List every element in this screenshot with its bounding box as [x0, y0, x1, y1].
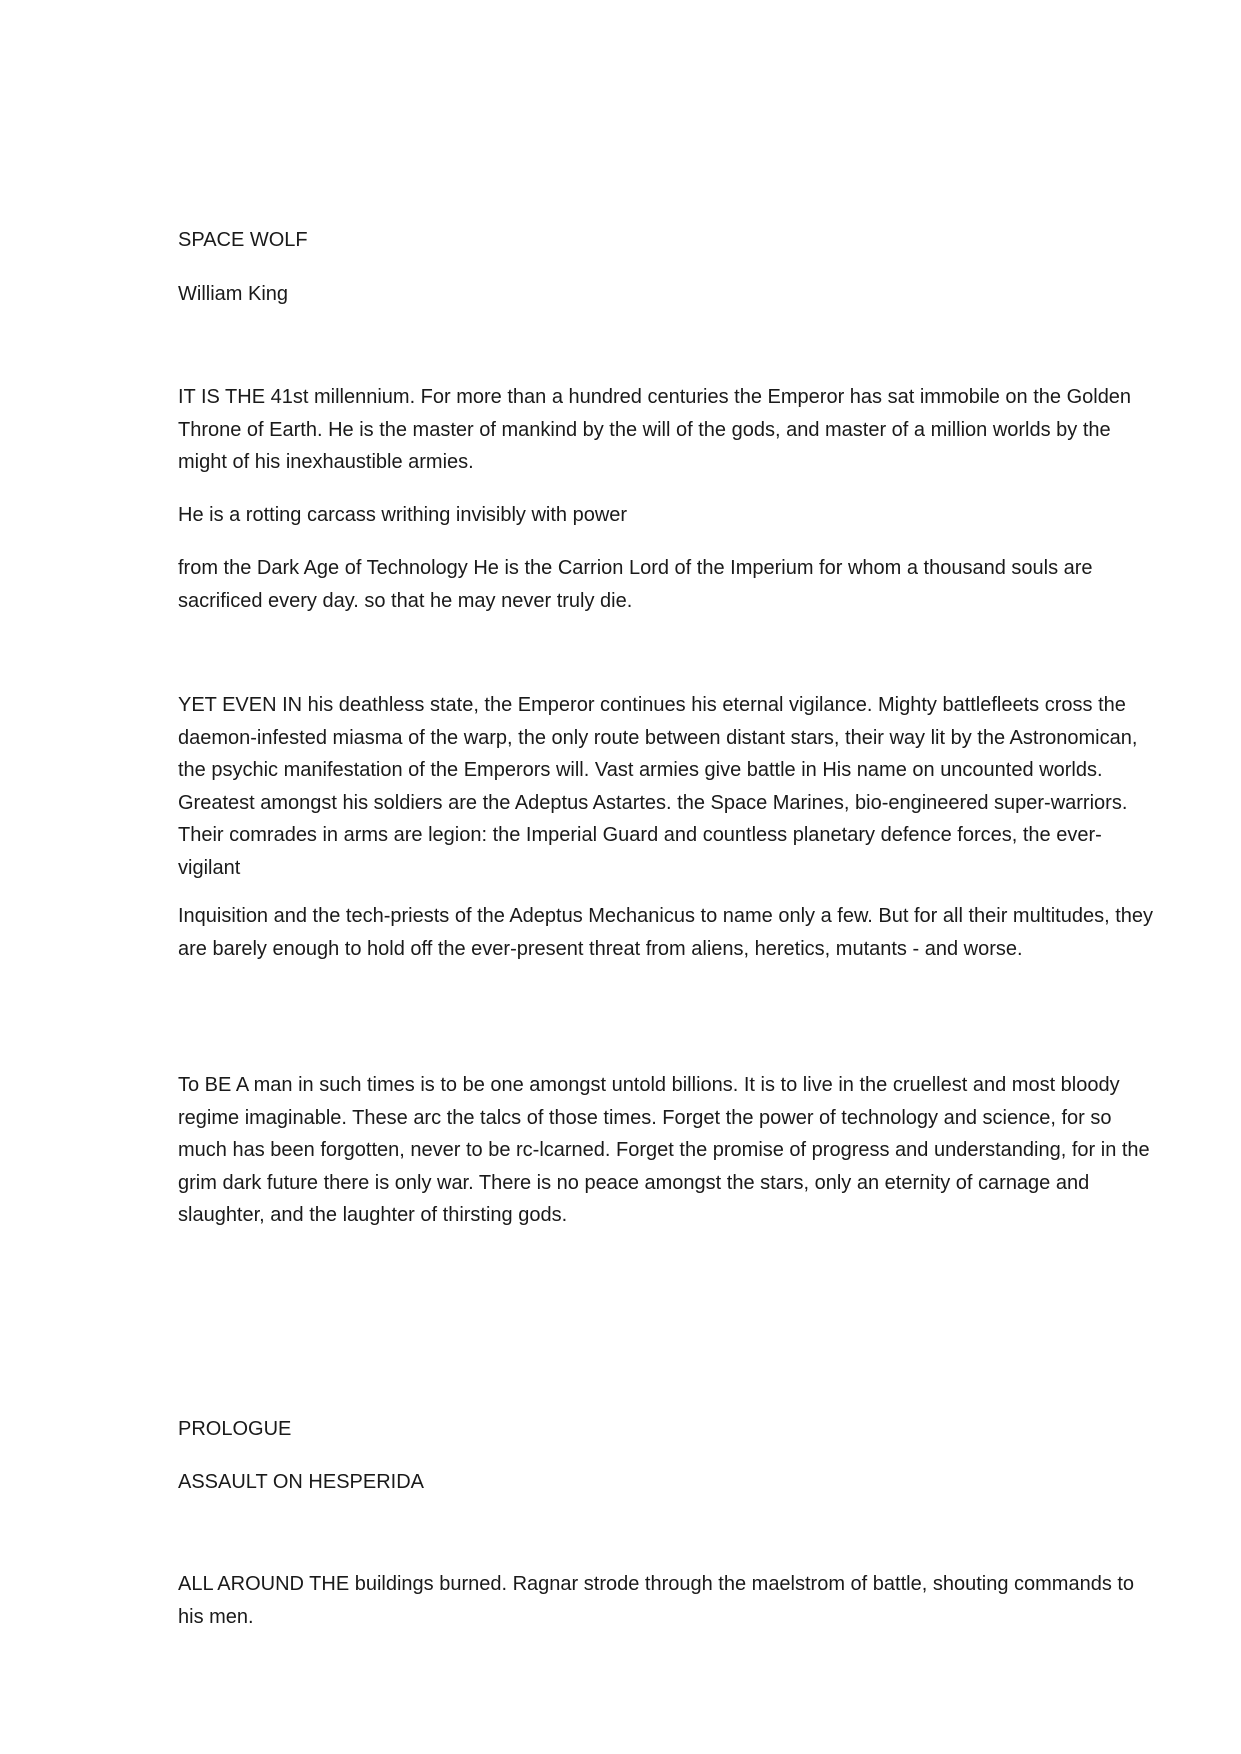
opening-paragraph: ALL AROUND THE buildings burned. Ragnar strode through the maelstrom of battle, shouting commands to his men.	[178, 1573, 1135, 1628]
preface-paragraph-5: Inquisition and the tech-priests of the Adeptus Mechanicus to name only a few. But for all their multitudes, they are barely enough to hold off the ever-present threat from aliens, heretics, mutants - and worse.	[178, 905, 1153, 960]
preface-paragraph-4: YET EVEN IN his deathless state, the Emperor continues his eternal vigilance. Mighty battlefleets cross the daemon-infested miasma of the warp, the only route between distant stars, their way lit by the Astronomican, the psychic manifestation of the Emperors will. Vast armies give battle in His name on uncounted worlds. Greatest amongst his soldiers are the Adeptus Astartes. the Space Marines, bio-engineered super-warriors. Their comrades in arms are legion: the Imperial Guard and countless planetary defence forces, the ever-vigilant	[178, 694, 1138, 879]
preface-paragraph-2: He is a rotting carcass writhing invisibly with power	[178, 504, 628, 526]
prologue-heading: PROLOGUE	[178, 1418, 292, 1440]
preface-paragraph-3: from the Dark Age of Technology He is the Carrion Lord of the Imperium for whom a thousand souls are sacrificed every day. so that he may never truly die.	[178, 557, 1093, 612]
book-author: William King	[178, 283, 289, 305]
chapter-title: ASSAULT ON HESPERIDA	[178, 1471, 424, 1493]
preface-paragraph-1: IT IS THE 41st millennium. For more than a hundred centuries the Emperor has sat immobile on the Golden Throne of Earth. He is the master of mankind by the will of the gods, and master of a million worlds by the might of his inexhaustible armies.	[178, 386, 1132, 473]
book-title: SPACE WOLF	[178, 229, 308, 251]
preface-paragraph-6: To BE A man in such times is to be one amongst untold billions. It is to live in the cruellest and most bloody regime imaginable. These arc the talcs of those times. Forget the power of technology and science, for so much has been forgotten, never to be rc-lcarned. Forget the promise of progress and understanding, for in the grim dark future there is only war. There is no peace amongst the stars, only an eternity of carnage and slaughter, and the laughter of thirsting gods.	[178, 1074, 1150, 1226]
